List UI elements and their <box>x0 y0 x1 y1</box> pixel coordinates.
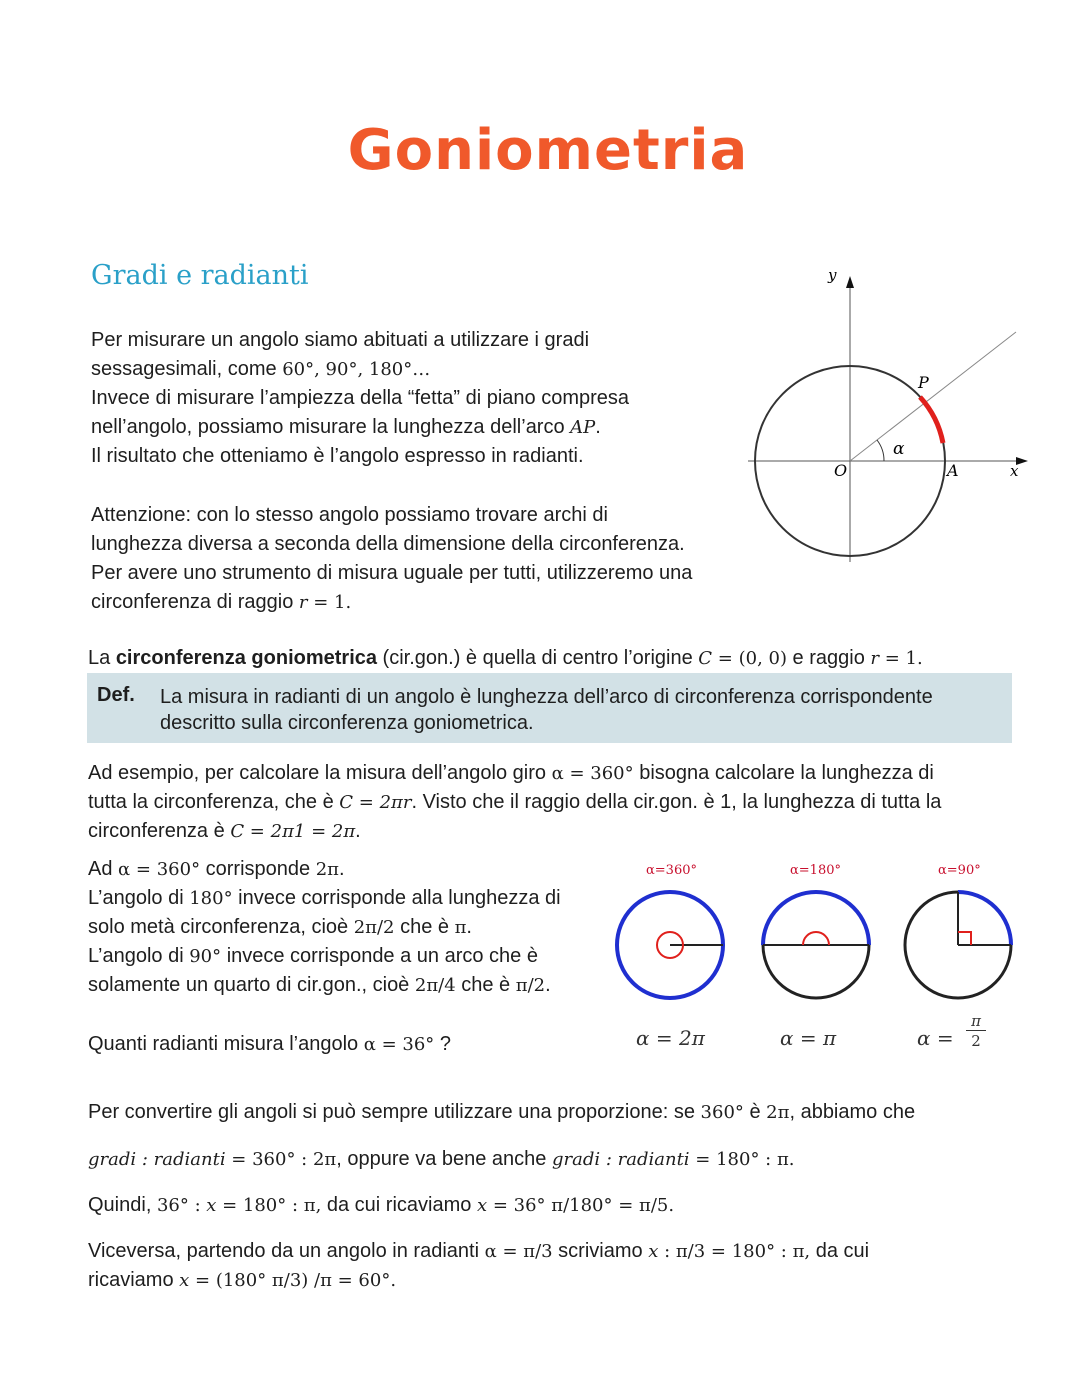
point-a-label: A <box>947 461 959 480</box>
arc-ap <box>920 397 943 443</box>
angles-line: solamente un quarto di cir.gon., cioè 2π/4 che è π/2. <box>88 974 551 996</box>
example-line: Ad esempio, per calcolare la misura dell’angolo giro α = 360° bisogna calcolare la lunghezza di <box>88 762 934 784</box>
figure-label-180: α=180° <box>790 863 841 878</box>
section-title: Gradi e radianti <box>91 260 309 291</box>
fraction-numerator: π <box>966 1012 986 1031</box>
half-circle-arc <box>763 892 869 945</box>
intro-line: sessagesimali, come 60°, 90°, 180°… <box>91 358 431 380</box>
angle-ray <box>850 332 1016 461</box>
point-p-label: P <box>918 373 929 392</box>
intro-line: Per misurare un angolo siamo abituati a utilizzare i gradi <box>91 329 590 351</box>
conversion-line-3: Quindi, 36° : x = 180° : π, da cui ricaviamo x = 36° π/180° = π/5. <box>88 1194 675 1216</box>
figure-360 <box>617 892 723 998</box>
question-line: Quanti radianti misura l’angolo α = 36° ? <box>88 1033 451 1055</box>
page-title: Goniometria <box>347 118 749 183</box>
conversion-line: ricaviamo x = (180° π/3) /π = 60°. <box>88 1269 397 1291</box>
intro-line: Il risultato che otteniamo è l’angolo espresso in radianti. <box>91 445 584 467</box>
example-line: circonferenza è C = 2π1 = 2π. <box>88 820 361 842</box>
attention-line: circonferenza di raggio r = 1. <box>91 591 352 613</box>
angle-mark <box>877 440 884 461</box>
fraction-pi-over-2 <box>966 1012 986 1051</box>
goniometric-definition: La circonferenza goniometrica (cir.gon.) è quella di centro l’origine C = (0, 0) e raggio r = 1. <box>88 647 923 669</box>
x-label: x <box>1010 462 1019 480</box>
y-axis-arrow <box>846 276 854 288</box>
conversion-line-1: Per convertire gli angoli si può sempre utilizzare una proporzione: se 360° è 2π, abbiamo che <box>88 1101 916 1123</box>
definition-label: Def. <box>97 684 135 706</box>
attention-paragraph <box>91 501 751 617</box>
conversion-line-2: gradi : radianti = 360° : 2π, oppure va bene anche gradi : radianti = 180° : π. <box>88 1148 795 1170</box>
example-paragraph <box>88 759 1048 846</box>
figure-caption-90: α = <box>917 1026 954 1050</box>
example-line: tutta la circonferenza, che è C = 2πr. Visto che il raggio della cir.gon. è 1, la lunghezza di tutta la <box>88 791 942 813</box>
figure-label-360: α=360° <box>646 863 697 878</box>
alpha-label: α <box>893 439 905 459</box>
intro-line: nell’angolo, possiamo misurare la lunghezza dell’arco AP. <box>91 416 601 438</box>
y-label: y <box>828 266 837 284</box>
angles-line: L’angolo di 180° invece corrisponde alla lunghezza di <box>88 887 561 909</box>
figure-label-90: α=90° <box>938 863 981 878</box>
angle-mark-180 <box>803 932 829 945</box>
conversion-line: Viceversa, partendo da un angolo in radianti α = π/3 scriviamo x : π/3 = 180° : π, da cui <box>88 1240 870 1262</box>
attention-line: Per avere uno strumento di misura uguale per tutti, utilizzeremo una <box>91 562 693 584</box>
quarter-circle-arc <box>958 892 1011 945</box>
conversion-line-4 <box>88 1237 869 1295</box>
origin-label: O <box>834 461 848 480</box>
unit-circle-diagram <box>740 262 1040 567</box>
angles-line: L’angolo di 90° invece corrisponde a un arco che è <box>88 945 538 967</box>
definition-text: La misura in radianti di un angolo è lunghezza dell’arco di circonferenza corrispondente descritto sulla circonferenza goniometrica. <box>160 686 933 734</box>
attention-line: lunghezza diversa a seconda della dimensione della circonferenza. <box>91 533 685 555</box>
figure-90 <box>905 892 1011 998</box>
angles-line: solo metà circonferenza, cioè 2π/2 che è π. <box>88 916 472 938</box>
angles-line: Ad α = 360° corrisponde 2π. <box>88 858 345 880</box>
fraction-denominator: 2 <box>971 1032 981 1050</box>
intro-paragraph <box>91 326 741 471</box>
angle-figures <box>610 885 1020 1005</box>
angles-paragraph <box>88 855 608 1000</box>
figure-caption-360: α = 2π <box>636 1026 705 1050</box>
intro-line: Invece di misurare l’ampiezza della “fetta” di piano compresa <box>91 387 630 409</box>
figure-180 <box>763 892 869 998</box>
figure-caption-180: α = π <box>780 1026 837 1050</box>
angle-mark-90 <box>958 932 971 945</box>
attention-line: Attenzione: con lo stesso angolo possiamo trovare archi di <box>91 504 608 526</box>
